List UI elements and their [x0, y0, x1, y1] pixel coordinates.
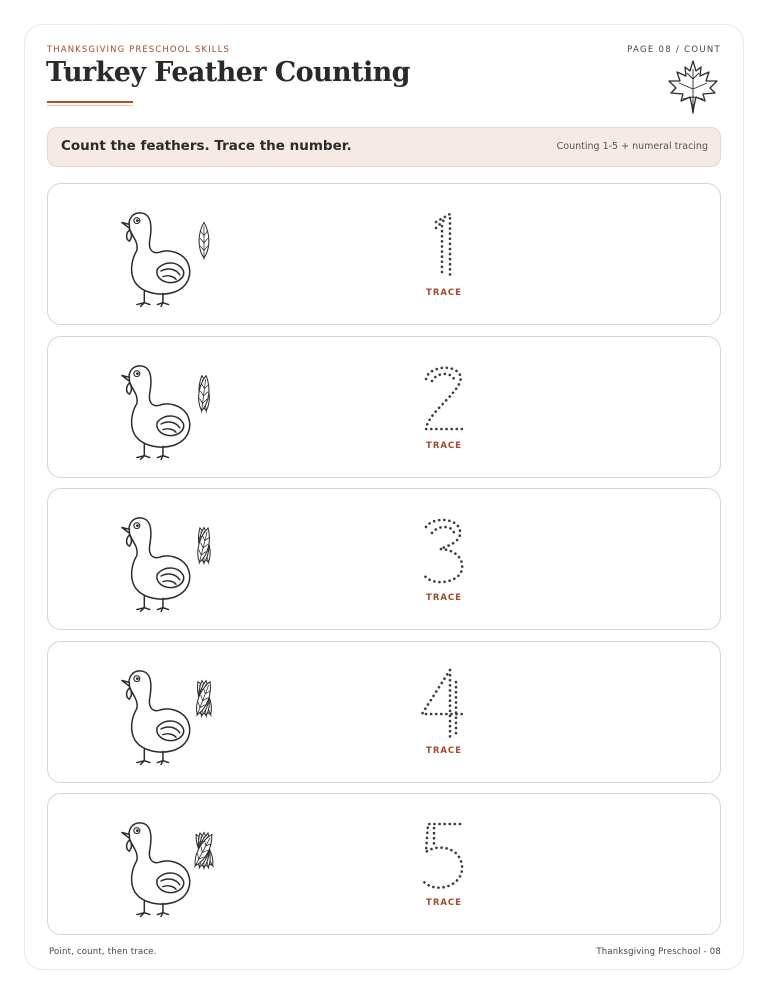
footer-right-text: Thanksgiving Preschool - 08 — [596, 947, 721, 957]
dotted-numeral-1 — [412, 206, 476, 286]
instructions-banner — [47, 127, 721, 167]
counting-row-5 — [47, 793, 721, 935]
trace-label: TRACE — [426, 288, 462, 298]
counting-row-3 — [47, 488, 721, 630]
worksheet-page — [24, 24, 744, 970]
turkey-icon — [106, 355, 246, 465]
dotted-numeral-3 — [412, 511, 476, 591]
dotted-numeral-2 — [412, 359, 476, 439]
instructions-text: Count the feathers. Trace the number. — [61, 138, 352, 154]
trace-label: TRACE — [426, 746, 462, 756]
turkey-icon — [106, 507, 246, 617]
title-underline-thin — [47, 105, 133, 106]
maple-leaf-icon — [665, 59, 721, 115]
counting-row-4 — [47, 641, 721, 783]
counting-row-2 — [47, 336, 721, 478]
dotted-numeral-5 — [412, 816, 476, 896]
feather-icon — [199, 223, 209, 260]
trace-label: TRACE — [426, 593, 462, 603]
turkey-icon — [106, 812, 246, 922]
trace-label: TRACE — [426, 441, 462, 451]
feather-icon — [197, 375, 211, 413]
trace-label: TRACE — [426, 898, 462, 908]
turkey-icon — [106, 660, 246, 770]
footer-left-text: Point, count, then trace. — [49, 947, 157, 957]
page-label: PAGE 08 / COUNT — [627, 45, 721, 55]
header-kicker: THANKSGIVING PRESCHOOL SKILLS — [47, 45, 230, 55]
instructions-note: Counting 1-5 + numeral tracing — [556, 141, 708, 152]
counting-row-1 — [47, 183, 721, 325]
page-title: Turkey Feather Counting — [46, 57, 410, 88]
turkey-icon — [106, 202, 246, 312]
title-underline — [47, 101, 133, 103]
dotted-numeral-4 — [412, 664, 476, 744]
